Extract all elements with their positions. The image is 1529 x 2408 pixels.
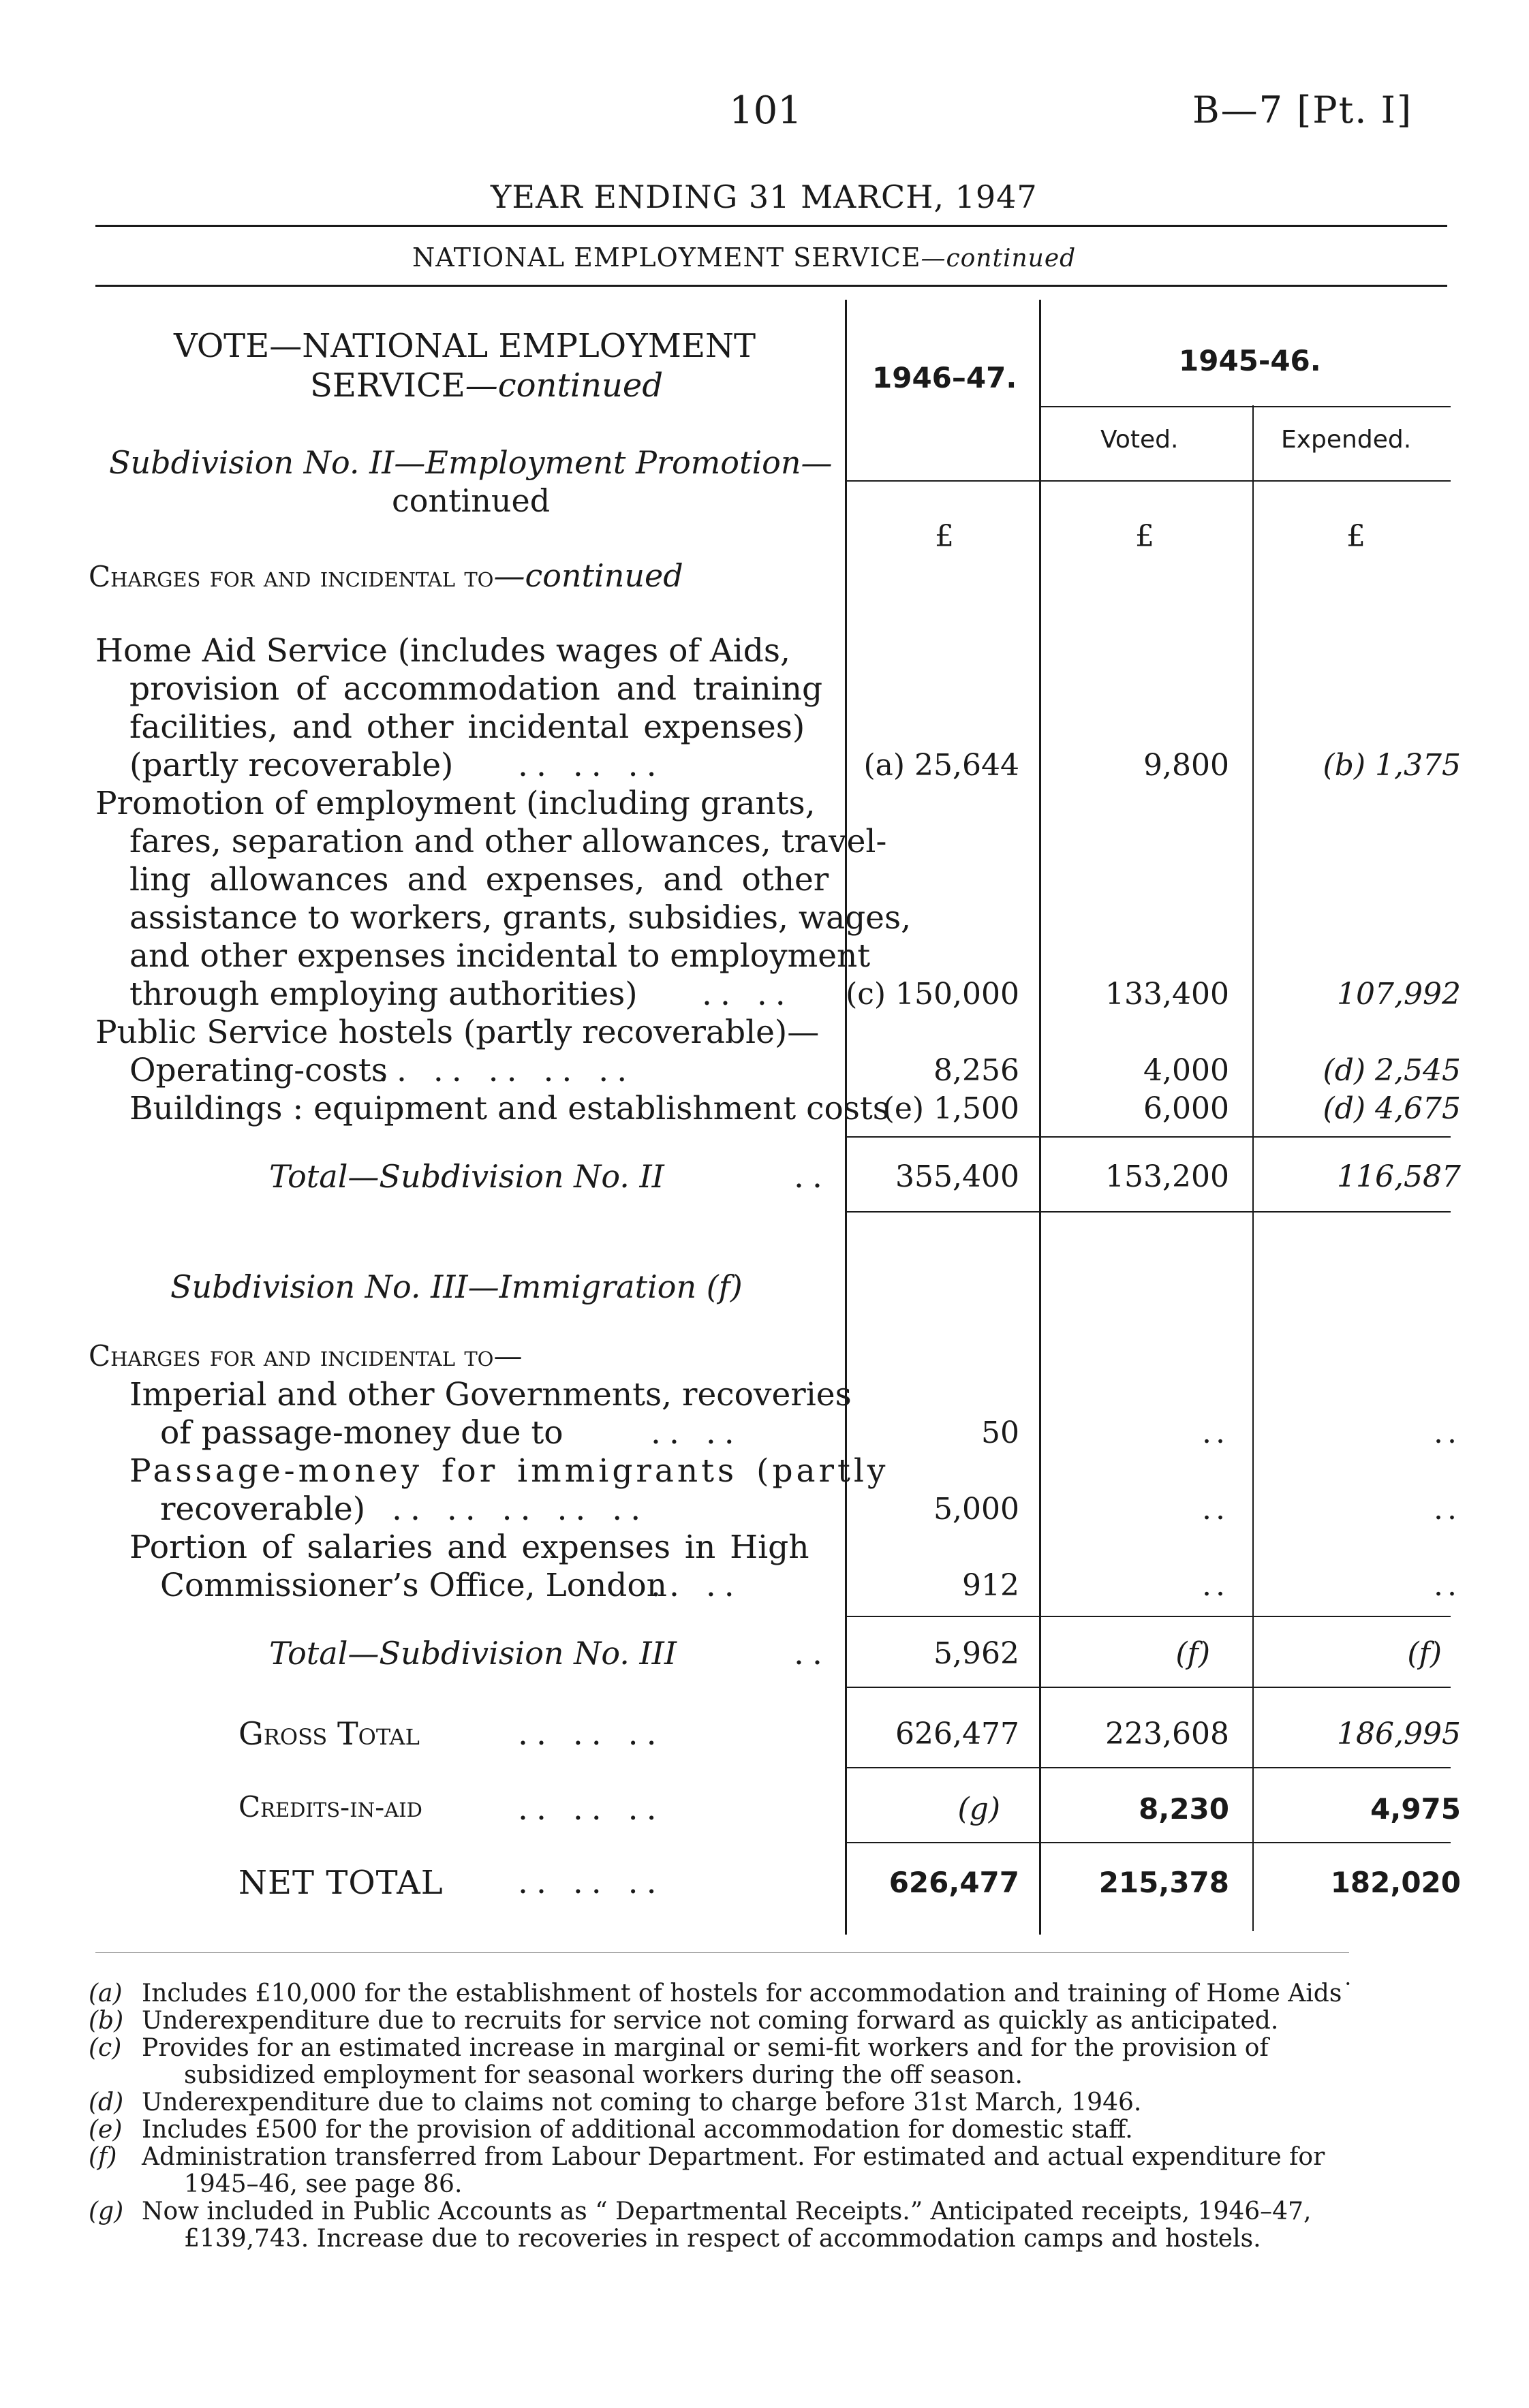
passage-estimate: 5,000 [933, 1492, 1019, 1527]
footnote-text: Administration transferred from Labour Department. For estimated and actual expenditure for [142, 2143, 1325, 2171]
total-2-expended: 116,587 [1337, 1159, 1461, 1194]
item-promotion-line3: ling allowances and expenses, and other [129, 861, 829, 898]
currency-col1: £ [935, 519, 954, 554]
total-3-estimate: 5,962 [933, 1636, 1019, 1671]
total-2-voted: 153,200 [1105, 1159, 1229, 1194]
footnote-text: 1945–46, see page 86. [184, 2170, 463, 2198]
footnote-mark: (c) [89, 2034, 122, 2062]
column-header-voted: Voted. [1100, 426, 1179, 454]
footnote [89, 2061, 1023, 2091]
total-3-expended: (f) [1407, 1636, 1442, 1671]
footnote-text: Underexpenditure due to recruits for service not coming forward as quickly as anticipated. [142, 2007, 1279, 2035]
footnote-mark: (b) [89, 2007, 124, 2035]
item-passage-line2: recoverable) [160, 1490, 366, 1528]
leader-dots: .. [794, 1635, 831, 1672]
salaries-voted: .. [1202, 1568, 1229, 1603]
operating-estimate: 8,256 [933, 1053, 1019, 1088]
column-rule-2 [1039, 300, 1041, 1935]
gross-voted: 223,608 [1105, 1717, 1229, 1751]
footnote [89, 1979, 1354, 2009]
footnote-mark: (f) [89, 2143, 117, 2171]
footnote-mark: (e) [89, 2116, 123, 2144]
imperial-voted: .. [1202, 1416, 1229, 1450]
column-header-expended: Expended. [1281, 426, 1412, 454]
credits-estimate: (g) [957, 1792, 1000, 1826]
item-promotion-line1: Promotion of employment (including grants, [95, 785, 816, 822]
passage-expended: .. [1434, 1492, 1461, 1527]
rule-group-header [1039, 406, 1451, 407]
imperial-estimate: 50 [981, 1416, 1019, 1450]
charges-heading-continued: —continued [493, 557, 683, 594]
rule-below-gross [845, 1767, 1451, 1768]
item-passage-line1: Passage-money for immigrants (partly [129, 1452, 889, 1490]
column-header-estimate: 1946–47. [872, 361, 1017, 394]
footnote-text: Includes £10,000 for the establishment of hostels for accommodation and training of Home Aids˙ [142, 1980, 1355, 2007]
promotion-estimate: (c) 150,000 [846, 977, 1019, 1012]
leader-dots: .. [794, 1158, 831, 1195]
footnote [89, 2006, 1278, 2036]
subdivision-3-title: Subdivision No. III—Immigration (f) [170, 1268, 743, 1305]
gross-estimate: 626,477 [895, 1717, 1019, 1751]
rule-under-department [95, 285, 1447, 287]
footnote [89, 2170, 462, 2200]
document-reference: B—7 [Pt. I] [1192, 89, 1413, 131]
net-voted: 215,378 [1098, 1866, 1229, 1899]
rule-below-credits [845, 1842, 1451, 1843]
item-home-aid-line4: (partly recoverable) [129, 747, 454, 784]
footnote-text: Now included in Public Accounts as “ Departmental Receipts.” Anticipated receipts, 1946–47, [142, 2198, 1312, 2225]
item-home-aid-line2: provision of accommodation and training [129, 670, 823, 708]
item-home-aid-line3: facilities, and other incidental expenses) [129, 708, 805, 746]
item-imperial-line2: of passage-money due to [160, 1414, 563, 1452]
footnote [89, 2033, 1269, 2063]
home-aid-estimate: (a) 25,644 [863, 748, 1019, 783]
buildings-expended: (d) 4,675 [1323, 1091, 1461, 1126]
footnote [89, 2088, 1141, 2118]
footnote-text: £139,743. Increase due to recoveries in respect of accommodation camps and hostels. [184, 2225, 1261, 2253]
hostels-heading: Public Service hostels (partly recoverable)— [95, 1014, 820, 1051]
charges-heading [89, 557, 683, 594]
rule-above-total-2 [845, 1136, 1451, 1138]
leader-dots: .. .. .. .. .. [378, 1052, 636, 1089]
department-name: NATIONAL EMPLOYMENT SERVICE [412, 243, 921, 272]
gross-total-label: Gross Total [238, 1715, 420, 1752]
department-title [412, 243, 1076, 272]
footnote [89, 2197, 1311, 2227]
net-expended: 182,020 [1330, 1866, 1461, 1899]
vote-title-line1: VOTE—NATIONAL EMPLOYMENT [174, 327, 756, 365]
rule-top [95, 225, 1447, 227]
promotion-voted: 133,400 [1105, 977, 1229, 1012]
passage-voted: .. [1202, 1492, 1229, 1527]
subdivision-2-continued: continued [392, 482, 551, 519]
operating-voted: 4,000 [1143, 1053, 1229, 1088]
charges-heading-text: Charges for and incidental to [89, 560, 494, 593]
rule-above-total-3 [845, 1616, 1451, 1617]
credits-expended: 4,975 [1370, 1792, 1461, 1826]
footnote [89, 2142, 1325, 2172]
footnote-text: Underexpenditure due to claims not coming to charge before 31st March, 1946. [142, 2089, 1142, 2116]
item-salaries-line2: Commissioner’s Office, London [160, 1567, 667, 1604]
page-number: 101 [729, 89, 802, 133]
item-promotion-line6: through employing authorities) [129, 975, 638, 1013]
leader-dots: .. .. .. .. .. [392, 1490, 649, 1528]
footnote-mark: (a) [89, 1980, 123, 2007]
column-rule-3 [1252, 405, 1254, 1931]
item-promotion-line5: and other expenses incidental to employment [129, 937, 871, 975]
subdivision-2-title: Subdivision No. II—Employment Promotion— [109, 444, 833, 481]
vote-title-continued: —continued [465, 366, 664, 405]
vote-title-line2 [310, 366, 663, 405]
salaries-estimate: 912 [962, 1568, 1019, 1603]
footnote-mark: (d) [89, 2089, 124, 2116]
leader-dots: .. .. .. [518, 1715, 665, 1753]
buildings-label: Buildings : equipment and establishment costs [129, 1090, 889, 1127]
footnote-mark: (g) [89, 2198, 124, 2225]
operating-costs-label: Operating-costs [129, 1052, 388, 1089]
total-2-estimate: 355,400 [895, 1159, 1019, 1194]
item-promotion-line2: fares, separation and other allowances, travel- [129, 823, 887, 860]
item-home-aid-line1: Home Aid Service (includes wages of Aids, [95, 632, 790, 670]
footnote-text: Provides for an estimated increase in marginal or semi-fit workers and for the provision of [142, 2034, 1269, 2062]
footnote-text: subsidized employment for seasonal workers during the off season. [184, 2061, 1023, 2089]
credits-in-aid-label: Credits-in-aid [238, 1790, 422, 1824]
currency-col3: £ [1346, 519, 1365, 554]
footnote-text: Includes £500 for the provision of additional accommodation for domestic staff. [142, 2116, 1133, 2144]
item-promotion-line4: assistance to workers, grants, subsidies, wages, [129, 899, 912, 937]
rule-below-total-2 [845, 1211, 1451, 1213]
leader-dots: .. .. .. [518, 747, 665, 784]
charges-heading-3: Charges for and incidental to— [89, 1339, 523, 1373]
vote-title-service: SERVICE [310, 366, 465, 405]
item-imperial-line1: Imperial and other Governments, recoveries [129, 1376, 852, 1413]
home-aid-voted: 9,800 [1143, 748, 1229, 783]
rule-below-total-3 [845, 1687, 1451, 1688]
leader-dots: .. .. [651, 1567, 743, 1604]
imperial-expended: .. [1434, 1416, 1461, 1450]
rule-header-bottom [845, 480, 1451, 482]
total-3-voted: (f) [1175, 1636, 1210, 1671]
salaries-expended: .. [1434, 1568, 1461, 1603]
leader-dots: .. .. .. [518, 1864, 665, 1901]
column-group-1945-46: 1945-46. [1179, 344, 1321, 377]
footnote [89, 2224, 1261, 2254]
department-continued: —continued [921, 245, 1077, 272]
total-subdivision-3-label: Total—Subdivision No. III [269, 1635, 677, 1672]
home-aid-expended: (b) 1,375 [1323, 748, 1461, 783]
currency-col2: £ [1135, 519, 1154, 554]
net-estimate: 626,477 [889, 1866, 1019, 1899]
footnote [89, 2115, 1133, 2145]
credits-voted: 8,230 [1139, 1792, 1229, 1826]
leader-dots: .. .. .. [518, 1790, 665, 1828]
operating-expended: (d) 2,545 [1323, 1053, 1461, 1088]
leader-dots: .. .. [702, 975, 794, 1013]
leader-dots: .. .. [651, 1414, 743, 1452]
gross-expended: 186,995 [1337, 1717, 1461, 1751]
buildings-estimate: (e) 1,500 [882, 1091, 1019, 1126]
year-title: YEAR ENDING 31 MARCH, 1947 [491, 178, 1038, 215]
total-subdivision-2-label: Total—Subdivision No. II [269, 1158, 664, 1195]
buildings-voted: 6,000 [1143, 1091, 1229, 1126]
rule-table-bottom [95, 1952, 1349, 1953]
item-salaries-line1: Portion of salaries and expenses in High [129, 1529, 809, 1566]
net-total-label: NET TOTAL [238, 1864, 444, 1902]
promotion-expended: 107,992 [1337, 977, 1461, 1012]
